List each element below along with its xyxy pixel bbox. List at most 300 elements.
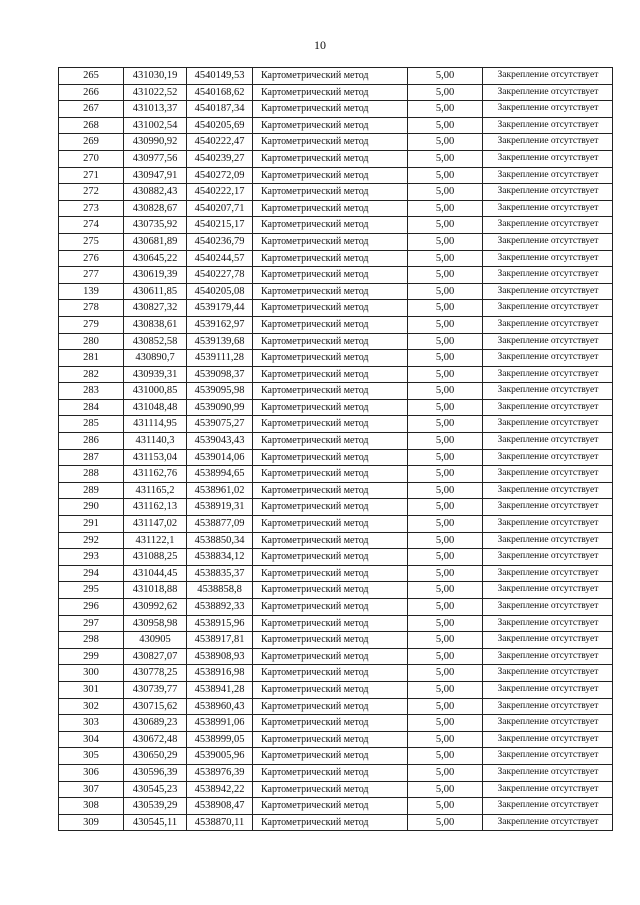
point-number-cell: 139 bbox=[59, 283, 124, 300]
accuracy-cell: 5,00 bbox=[408, 599, 483, 616]
fixing-cell: Закрепление отсутствует bbox=[483, 715, 613, 732]
x-coordinate-cell: 431044,45 bbox=[124, 565, 187, 582]
method-cell: Картометрический метод bbox=[253, 798, 408, 815]
table-row bbox=[59, 698, 613, 715]
accuracy-cell: 5,00 bbox=[408, 532, 483, 549]
fixing-cell: Закрепление отсутствует bbox=[483, 84, 613, 101]
method-cell: Картометрический метод bbox=[253, 582, 408, 599]
y-coordinate-cell: 4538976,39 bbox=[187, 764, 253, 781]
table-row bbox=[59, 748, 613, 765]
table-row bbox=[59, 117, 613, 134]
y-coordinate-cell: 4540207,71 bbox=[187, 200, 253, 217]
point-number-cell: 279 bbox=[59, 316, 124, 333]
method-cell: Картометрический метод bbox=[253, 715, 408, 732]
y-coordinate-cell: 4540244,57 bbox=[187, 250, 253, 267]
method-cell: Картометрический метод bbox=[253, 134, 408, 151]
point-number-cell: 282 bbox=[59, 366, 124, 383]
point-number-cell: 286 bbox=[59, 433, 124, 450]
table-row bbox=[59, 150, 613, 167]
y-coordinate-cell: 4539014,06 bbox=[187, 449, 253, 466]
point-number-cell: 272 bbox=[59, 184, 124, 201]
x-coordinate-cell: 430619,39 bbox=[124, 267, 187, 284]
y-coordinate-cell: 4540236,79 bbox=[187, 233, 253, 250]
accuracy-cell: 5,00 bbox=[408, 681, 483, 698]
fixing-cell: Закрепление отсутствует bbox=[483, 366, 613, 383]
fixing-cell: Закрепление отсутствует bbox=[483, 764, 613, 781]
y-coordinate-cell: 4538877,09 bbox=[187, 516, 253, 533]
table-row bbox=[59, 267, 613, 284]
y-coordinate-cell: 4540272,09 bbox=[187, 167, 253, 184]
x-coordinate-cell: 430827,07 bbox=[124, 648, 187, 665]
accuracy-cell: 5,00 bbox=[408, 781, 483, 798]
point-number-cell: 307 bbox=[59, 781, 124, 798]
x-coordinate-cell: 430852,58 bbox=[124, 333, 187, 350]
x-coordinate-cell: 431002,54 bbox=[124, 117, 187, 134]
x-coordinate-cell: 430545,11 bbox=[124, 814, 187, 831]
x-coordinate-cell: 430596,39 bbox=[124, 764, 187, 781]
table-row bbox=[59, 565, 613, 582]
table-row bbox=[59, 399, 613, 416]
method-cell: Картометрический метод bbox=[253, 781, 408, 798]
x-coordinate-cell: 431022,52 bbox=[124, 84, 187, 101]
point-number-cell: 298 bbox=[59, 632, 124, 649]
method-cell: Картометрический метод bbox=[253, 482, 408, 499]
accuracy-cell: 5,00 bbox=[408, 764, 483, 781]
fixing-cell: Закрепление отсутствует bbox=[483, 333, 613, 350]
method-cell: Картометрический метод bbox=[253, 101, 408, 118]
y-coordinate-cell: 4540227,78 bbox=[187, 267, 253, 284]
fixing-cell: Закрепление отсутствует bbox=[483, 233, 613, 250]
x-coordinate-cell: 430672,48 bbox=[124, 731, 187, 748]
point-number-cell: 301 bbox=[59, 681, 124, 698]
fixing-cell: Закрепление отсутствует bbox=[483, 134, 613, 151]
accuracy-cell: 5,00 bbox=[408, 233, 483, 250]
y-coordinate-cell: 4538834,12 bbox=[187, 549, 253, 566]
accuracy-cell: 5,00 bbox=[408, 117, 483, 134]
fixing-cell: Закрепление отсутствует bbox=[483, 250, 613, 267]
method-cell: Картометрический метод bbox=[253, 698, 408, 715]
table-row bbox=[59, 516, 613, 533]
fixing-cell: Закрепление отсутствует bbox=[483, 217, 613, 234]
method-cell: Картометрический метод bbox=[253, 267, 408, 284]
table-row bbox=[59, 632, 613, 649]
method-cell: Картометрический метод bbox=[253, 532, 408, 549]
fixing-cell: Закрепление отсутствует bbox=[483, 466, 613, 483]
method-cell: Картометрический метод bbox=[253, 648, 408, 665]
table-row bbox=[59, 499, 613, 516]
fixing-cell: Закрепление отсутствует bbox=[483, 184, 613, 201]
table-row bbox=[59, 333, 613, 350]
method-cell: Картометрический метод bbox=[253, 300, 408, 317]
fixing-cell: Закрепление отсутствует bbox=[483, 383, 613, 400]
accuracy-cell: 5,00 bbox=[408, 449, 483, 466]
point-number-cell: 271 bbox=[59, 167, 124, 184]
x-coordinate-cell: 430545,23 bbox=[124, 781, 187, 798]
accuracy-cell: 5,00 bbox=[408, 68, 483, 85]
accuracy-cell: 5,00 bbox=[408, 632, 483, 649]
point-number-cell: 295 bbox=[59, 582, 124, 599]
coordinates-table-body bbox=[59, 68, 613, 831]
y-coordinate-cell: 4539111,28 bbox=[187, 350, 253, 367]
x-coordinate-cell: 430990,92 bbox=[124, 134, 187, 151]
point-number-cell: 294 bbox=[59, 565, 124, 582]
method-cell: Картометрический метод bbox=[253, 433, 408, 450]
fixing-cell: Закрепление отсутствует bbox=[483, 665, 613, 682]
y-coordinate-cell: 4538850,34 bbox=[187, 532, 253, 549]
accuracy-cell: 5,00 bbox=[408, 798, 483, 815]
y-coordinate-cell: 4538919,31 bbox=[187, 499, 253, 516]
point-number-cell: 293 bbox=[59, 549, 124, 566]
table-row bbox=[59, 233, 613, 250]
point-number-cell: 278 bbox=[59, 300, 124, 317]
point-number-cell: 292 bbox=[59, 532, 124, 549]
table-row bbox=[59, 665, 613, 682]
accuracy-cell: 5,00 bbox=[408, 482, 483, 499]
table-row bbox=[59, 200, 613, 217]
x-coordinate-cell: 431162,13 bbox=[124, 499, 187, 516]
x-coordinate-cell: 430958,98 bbox=[124, 615, 187, 632]
x-coordinate-cell: 430650,29 bbox=[124, 748, 187, 765]
x-coordinate-cell: 430735,92 bbox=[124, 217, 187, 234]
coordinates-table bbox=[58, 67, 613, 831]
accuracy-cell: 5,00 bbox=[408, 433, 483, 450]
accuracy-cell: 5,00 bbox=[408, 283, 483, 300]
method-cell: Картометрический метод bbox=[253, 416, 408, 433]
table-row bbox=[59, 84, 613, 101]
x-coordinate-cell: 431165,2 bbox=[124, 482, 187, 499]
fixing-cell: Закрепление отсутствует bbox=[483, 516, 613, 533]
accuracy-cell: 5,00 bbox=[408, 200, 483, 217]
x-coordinate-cell: 430838,61 bbox=[124, 316, 187, 333]
y-coordinate-cell: 4538991,06 bbox=[187, 715, 253, 732]
fixing-cell: Закрепление отсутствует bbox=[483, 549, 613, 566]
y-coordinate-cell: 4538916,98 bbox=[187, 665, 253, 682]
fixing-cell: Закрепление отсутствует bbox=[483, 599, 613, 616]
fixing-cell: Закрепление отсутствует bbox=[483, 300, 613, 317]
y-coordinate-cell: 4538835,37 bbox=[187, 565, 253, 582]
method-cell: Картометрический метод bbox=[253, 681, 408, 698]
fixing-cell: Закрепление отсутствует bbox=[483, 283, 613, 300]
fixing-cell: Закрепление отсутствует bbox=[483, 798, 613, 815]
y-coordinate-cell: 4540215,17 bbox=[187, 217, 253, 234]
fixing-cell: Закрепление отсутствует bbox=[483, 449, 613, 466]
fixing-cell: Закрепление отсутствует bbox=[483, 101, 613, 118]
table-row bbox=[59, 283, 613, 300]
fixing-cell: Закрепление отсутствует bbox=[483, 748, 613, 765]
x-coordinate-cell: 430689,23 bbox=[124, 715, 187, 732]
x-coordinate-cell: 430681,89 bbox=[124, 233, 187, 250]
y-coordinate-cell: 4539005,96 bbox=[187, 748, 253, 765]
fixing-cell: Закрепление отсутствует bbox=[483, 532, 613, 549]
point-number-cell: 266 bbox=[59, 84, 124, 101]
method-cell: Картометрический метод bbox=[253, 184, 408, 201]
point-number-cell: 285 bbox=[59, 416, 124, 433]
method-cell: Картометрический метод bbox=[253, 748, 408, 765]
fixing-cell: Закрепление отсутствует bbox=[483, 781, 613, 798]
accuracy-cell: 5,00 bbox=[408, 300, 483, 317]
x-coordinate-cell: 431140,3 bbox=[124, 433, 187, 450]
method-cell: Картометрический метод bbox=[253, 399, 408, 416]
point-number-cell: 267 bbox=[59, 101, 124, 118]
method-cell: Картометрический метод bbox=[253, 150, 408, 167]
fixing-cell: Закрепление отсутствует bbox=[483, 632, 613, 649]
point-number-cell: 275 bbox=[59, 233, 124, 250]
point-number-cell: 273 bbox=[59, 200, 124, 217]
x-coordinate-cell: 430739,77 bbox=[124, 681, 187, 698]
x-coordinate-cell: 431122,1 bbox=[124, 532, 187, 549]
y-coordinate-cell: 4540149,53 bbox=[187, 68, 253, 85]
accuracy-cell: 5,00 bbox=[408, 416, 483, 433]
method-cell: Картометрический метод bbox=[253, 366, 408, 383]
accuracy-cell: 5,00 bbox=[408, 665, 483, 682]
point-number-cell: 276 bbox=[59, 250, 124, 267]
accuracy-cell: 5,00 bbox=[408, 615, 483, 632]
point-number-cell: 269 bbox=[59, 134, 124, 151]
point-number-cell: 289 bbox=[59, 482, 124, 499]
point-number-cell: 296 bbox=[59, 599, 124, 616]
method-cell: Картометрический метод bbox=[253, 516, 408, 533]
accuracy-cell: 5,00 bbox=[408, 516, 483, 533]
point-number-cell: 277 bbox=[59, 267, 124, 284]
accuracy-cell: 5,00 bbox=[408, 217, 483, 234]
y-coordinate-cell: 4540239,27 bbox=[187, 150, 253, 167]
point-number-cell: 297 bbox=[59, 615, 124, 632]
y-coordinate-cell: 4540205,08 bbox=[187, 283, 253, 300]
table-row bbox=[59, 383, 613, 400]
x-coordinate-cell: 430890,7 bbox=[124, 350, 187, 367]
method-cell: Картометрический метод bbox=[253, 466, 408, 483]
method-cell: Картометрический метод bbox=[253, 316, 408, 333]
table-row bbox=[59, 615, 613, 632]
method-cell: Картометрический метод bbox=[253, 632, 408, 649]
x-coordinate-cell: 430778,25 bbox=[124, 665, 187, 682]
y-coordinate-cell: 4539043,43 bbox=[187, 433, 253, 450]
fixing-cell: Закрепление отсутствует bbox=[483, 565, 613, 582]
y-coordinate-cell: 4538915,96 bbox=[187, 615, 253, 632]
x-coordinate-cell: 430827,32 bbox=[124, 300, 187, 317]
table-row bbox=[59, 134, 613, 151]
x-coordinate-cell: 431114,95 bbox=[124, 416, 187, 433]
point-number-cell: 300 bbox=[59, 665, 124, 682]
accuracy-cell: 5,00 bbox=[408, 814, 483, 831]
method-cell: Картометрический метод bbox=[253, 84, 408, 101]
y-coordinate-cell: 4539139,68 bbox=[187, 333, 253, 350]
y-coordinate-cell: 4538961,02 bbox=[187, 482, 253, 499]
accuracy-cell: 5,00 bbox=[408, 565, 483, 582]
x-coordinate-cell: 430947,91 bbox=[124, 167, 187, 184]
point-number-cell: 303 bbox=[59, 715, 124, 732]
method-cell: Картометрический метод bbox=[253, 333, 408, 350]
fixing-cell: Закрепление отсутствует bbox=[483, 814, 613, 831]
point-number-cell: 302 bbox=[59, 698, 124, 715]
fixing-cell: Закрепление отсутствует bbox=[483, 350, 613, 367]
point-number-cell: 274 bbox=[59, 217, 124, 234]
y-coordinate-cell: 4538870,11 bbox=[187, 814, 253, 831]
table-row bbox=[59, 814, 613, 831]
x-coordinate-cell: 430905 bbox=[124, 632, 187, 649]
fixing-cell: Закрепление отсутствует bbox=[483, 499, 613, 516]
table-row bbox=[59, 781, 613, 798]
fixing-cell: Закрепление отсутствует bbox=[483, 433, 613, 450]
accuracy-cell: 5,00 bbox=[408, 366, 483, 383]
y-coordinate-cell: 4538994,65 bbox=[187, 466, 253, 483]
method-cell: Картометрический метод bbox=[253, 814, 408, 831]
point-number-cell: 305 bbox=[59, 748, 124, 765]
fixing-cell: Закрепление отсутствует bbox=[483, 167, 613, 184]
x-coordinate-cell: 430539,29 bbox=[124, 798, 187, 815]
table-row bbox=[59, 731, 613, 748]
fixing-cell: Закрепление отсутствует bbox=[483, 416, 613, 433]
x-coordinate-cell: 431088,25 bbox=[124, 549, 187, 566]
fixing-cell: Закрепление отсутствует bbox=[483, 399, 613, 416]
accuracy-cell: 5,00 bbox=[408, 167, 483, 184]
accuracy-cell: 5,00 bbox=[408, 333, 483, 350]
fixing-cell: Закрепление отсутствует bbox=[483, 200, 613, 217]
fixing-cell: Закрепление отсутствует bbox=[483, 316, 613, 333]
table-row bbox=[59, 250, 613, 267]
table-row bbox=[59, 167, 613, 184]
y-coordinate-cell: 4540222,47 bbox=[187, 134, 253, 151]
accuracy-cell: 5,00 bbox=[408, 101, 483, 118]
y-coordinate-cell: 4540187,34 bbox=[187, 101, 253, 118]
method-cell: Картометрический метод bbox=[253, 217, 408, 234]
accuracy-cell: 5,00 bbox=[408, 731, 483, 748]
table-row bbox=[59, 466, 613, 483]
x-coordinate-cell: 430828,67 bbox=[124, 200, 187, 217]
table-row bbox=[59, 764, 613, 781]
accuracy-cell: 5,00 bbox=[408, 84, 483, 101]
method-cell: Картометрический метод bbox=[253, 167, 408, 184]
accuracy-cell: 5,00 bbox=[408, 383, 483, 400]
fixing-cell: Закрепление отсутствует bbox=[483, 117, 613, 134]
fixing-cell: Закрепление отсутствует bbox=[483, 267, 613, 284]
method-cell: Картометрический метод bbox=[253, 383, 408, 400]
accuracy-cell: 5,00 bbox=[408, 499, 483, 516]
table-row bbox=[59, 433, 613, 450]
fixing-cell: Закрепление отсутствует bbox=[483, 698, 613, 715]
point-number-cell: 268 bbox=[59, 117, 124, 134]
table-row bbox=[59, 582, 613, 599]
y-coordinate-cell: 4538999,05 bbox=[187, 731, 253, 748]
fixing-cell: Закрепление отсутствует bbox=[483, 615, 613, 632]
accuracy-cell: 5,00 bbox=[408, 250, 483, 267]
x-coordinate-cell: 431000,85 bbox=[124, 383, 187, 400]
table-row bbox=[59, 681, 613, 698]
method-cell: Картометрический метод bbox=[253, 250, 408, 267]
accuracy-cell: 5,00 bbox=[408, 350, 483, 367]
table-row bbox=[59, 217, 613, 234]
x-coordinate-cell: 431162,76 bbox=[124, 466, 187, 483]
table-row bbox=[59, 101, 613, 118]
x-coordinate-cell: 431030,19 bbox=[124, 68, 187, 85]
table-row bbox=[59, 449, 613, 466]
x-coordinate-cell: 430882,43 bbox=[124, 184, 187, 201]
x-coordinate-cell: 431013,37 bbox=[124, 101, 187, 118]
y-coordinate-cell: 4539090,99 bbox=[187, 399, 253, 416]
table-row bbox=[59, 300, 613, 317]
accuracy-cell: 5,00 bbox=[408, 134, 483, 151]
method-cell: Картометрический метод bbox=[253, 283, 408, 300]
accuracy-cell: 5,00 bbox=[408, 150, 483, 167]
point-number-cell: 309 bbox=[59, 814, 124, 831]
y-coordinate-cell: 4538917,81 bbox=[187, 632, 253, 649]
y-coordinate-cell: 4540168,62 bbox=[187, 84, 253, 101]
table-row bbox=[59, 316, 613, 333]
method-cell: Картометрический метод bbox=[253, 549, 408, 566]
accuracy-cell: 5,00 bbox=[408, 316, 483, 333]
y-coordinate-cell: 4539075,27 bbox=[187, 416, 253, 433]
accuracy-cell: 5,00 bbox=[408, 748, 483, 765]
table-row bbox=[59, 482, 613, 499]
point-number-cell: 306 bbox=[59, 764, 124, 781]
point-number-cell: 299 bbox=[59, 648, 124, 665]
accuracy-cell: 5,00 bbox=[408, 466, 483, 483]
point-number-cell: 283 bbox=[59, 383, 124, 400]
method-cell: Картометрический метод bbox=[253, 233, 408, 250]
method-cell: Картометрический метод bbox=[253, 665, 408, 682]
method-cell: Картометрический метод bbox=[253, 565, 408, 582]
method-cell: Картометрический метод bbox=[253, 449, 408, 466]
point-number-cell: 287 bbox=[59, 449, 124, 466]
accuracy-cell: 5,00 bbox=[408, 184, 483, 201]
y-coordinate-cell: 4538942,22 bbox=[187, 781, 253, 798]
accuracy-cell: 5,00 bbox=[408, 715, 483, 732]
page-number: 10 bbox=[314, 38, 326, 52]
method-cell: Картометрический метод bbox=[253, 200, 408, 217]
accuracy-cell: 5,00 bbox=[408, 698, 483, 715]
table-row bbox=[59, 366, 613, 383]
y-coordinate-cell: 4538858,8 bbox=[187, 582, 253, 599]
table-row bbox=[59, 68, 613, 85]
fixing-cell: Закрепление отсутствует bbox=[483, 68, 613, 85]
y-coordinate-cell: 4538908,47 bbox=[187, 798, 253, 815]
method-cell: Картометрический метод bbox=[253, 499, 408, 516]
x-coordinate-cell: 431147,02 bbox=[124, 516, 187, 533]
accuracy-cell: 5,00 bbox=[408, 267, 483, 284]
table-row bbox=[59, 798, 613, 815]
x-coordinate-cell: 430977,56 bbox=[124, 150, 187, 167]
table-row bbox=[59, 715, 613, 732]
table-row bbox=[59, 416, 613, 433]
table-row bbox=[59, 184, 613, 201]
point-number-cell: 280 bbox=[59, 333, 124, 350]
y-coordinate-cell: 4538908,93 bbox=[187, 648, 253, 665]
point-number-cell: 290 bbox=[59, 499, 124, 516]
method-cell: Картометрический метод bbox=[253, 615, 408, 632]
method-cell: Картометрический метод bbox=[253, 117, 408, 134]
method-cell: Картометрический метод bbox=[253, 599, 408, 616]
x-coordinate-cell: 430611,85 bbox=[124, 283, 187, 300]
x-coordinate-cell: 430992,62 bbox=[124, 599, 187, 616]
y-coordinate-cell: 4538960,43 bbox=[187, 698, 253, 715]
y-coordinate-cell: 4540205,69 bbox=[187, 117, 253, 134]
point-number-cell: 291 bbox=[59, 516, 124, 533]
y-coordinate-cell: 4540222,17 bbox=[187, 184, 253, 201]
table-row bbox=[59, 549, 613, 566]
y-coordinate-cell: 4538941,28 bbox=[187, 681, 253, 698]
point-number-cell: 308 bbox=[59, 798, 124, 815]
table-row bbox=[59, 532, 613, 549]
method-cell: Картометрический метод bbox=[253, 731, 408, 748]
x-coordinate-cell: 430645,22 bbox=[124, 250, 187, 267]
table-row bbox=[59, 648, 613, 665]
point-number-cell: 304 bbox=[59, 731, 124, 748]
point-number-cell: 270 bbox=[59, 150, 124, 167]
method-cell: Картометрический метод bbox=[253, 764, 408, 781]
x-coordinate-cell: 430939,31 bbox=[124, 366, 187, 383]
method-cell: Картометрический метод bbox=[253, 350, 408, 367]
y-coordinate-cell: 4539095,98 bbox=[187, 383, 253, 400]
